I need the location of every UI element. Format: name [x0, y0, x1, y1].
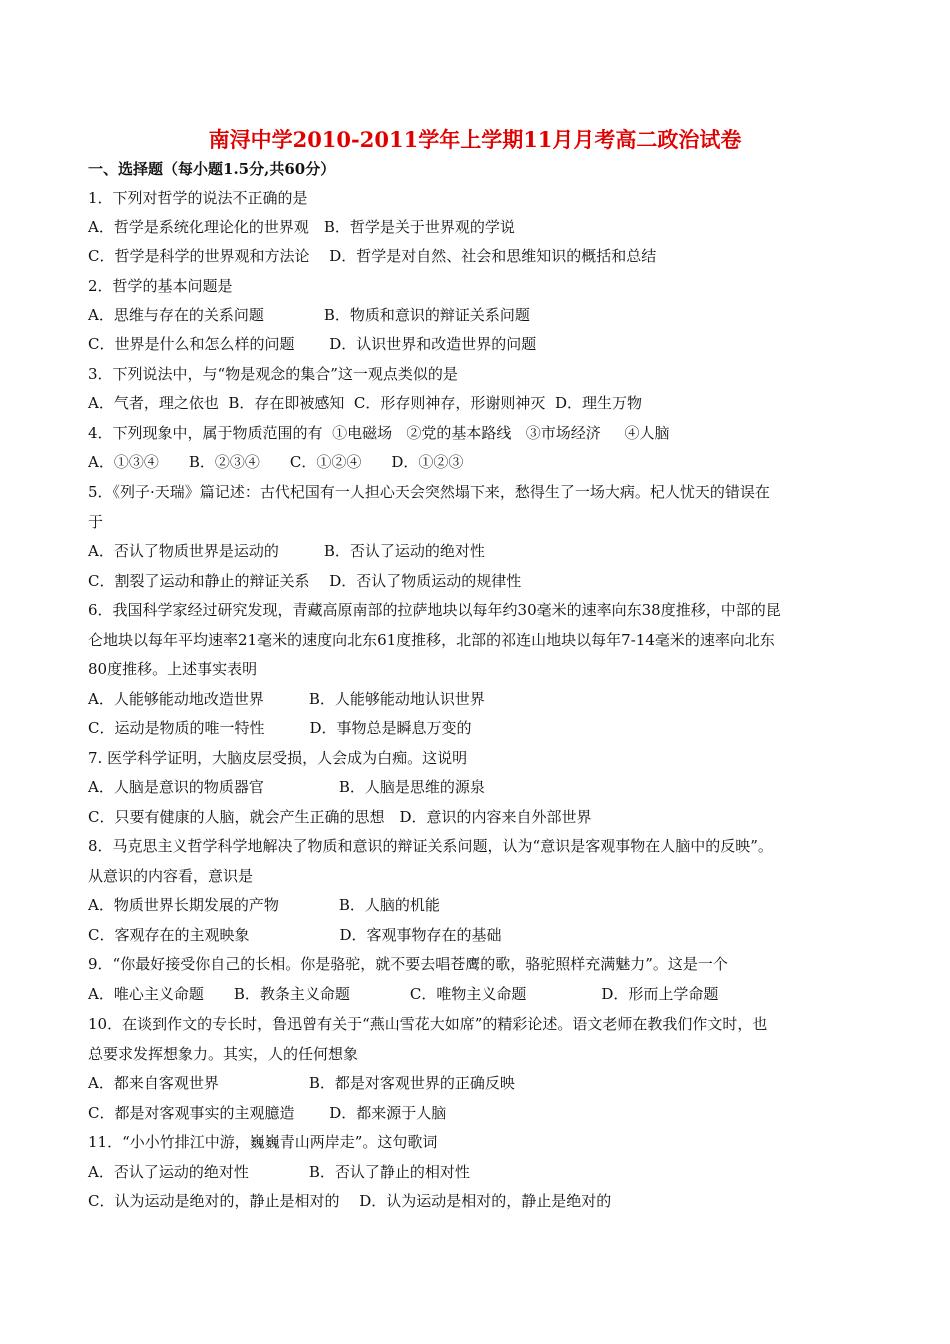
- text-line: A．气者，理之依也 B．存在即被感知 C．形存则神存，形谢则神灭 D．理生万物: [88, 394, 642, 412]
- text-line: C．客观存在的主观映象 D．客观事物存在的基础: [88, 926, 502, 944]
- text-line: A．否认了运动的绝对性 B．否认了静止的相对性: [88, 1163, 470, 1181]
- text-line: A．都来自客观世界 B．都是对客观世界的正确反映: [88, 1074, 515, 1092]
- text-line: 5．《列子·天瑞》篇记述：古代杞国有一人担心天会突然塌下来，愁得生了一场大病。杞人忧天的错误在: [88, 483, 770, 501]
- text-line: A．否认了物质世界是运动的 B．否认了运动的绝对性: [88, 542, 485, 560]
- text-line: 10．在谈到作文的专长时，鲁迅曾有关于“燕山雪花大如席”的精彩论述。语文老师在教我们作文时，也: [88, 1015, 768, 1033]
- text-line: 6．我国科学家经过研究发现，青藏高原南部的拉萨地块以每年约30毫米的速率向东38度推移，中部的昆: [88, 601, 781, 619]
- text-line: 4．下列现象中，属于物质范围的有 ①电磁场 ②党的基本路线 ③市场经济 ④人脑: [88, 424, 670, 442]
- text-line: 11．“小小竹排江中游，巍巍青山两岸走”。这句歌词: [88, 1133, 438, 1151]
- text-line: 仑地块以每年平均速率21毫米的速度向北东61度推移，北部的祁连山地块以每年7-14毫米的速率向北东: [88, 631, 775, 649]
- text-line: A．①③④ B．②③④ C．①②④ D．①②③: [88, 453, 464, 471]
- section-heading: 一、选择题（每小题1.5分,共60分）: [88, 160, 336, 178]
- text-line: 3．下列说法中，与“物是观念的集合”这一观点类似的是: [88, 365, 458, 383]
- text-line: C．世界是什么和怎么样的问题 D．认识世界和改造世界的问题: [88, 335, 537, 353]
- text-line: 7. 医学科学证明，大脑皮层受损，人会成为白痴。这说明: [88, 749, 468, 767]
- text-line: 从意识的内容看，意识是: [88, 867, 254, 885]
- text-line: C．都是对客观事实的主观臆造 D．都来源于人脑: [88, 1104, 447, 1122]
- text-line: A．思维与存在的关系问题 B．物质和意识的辩证关系问题: [88, 306, 530, 324]
- text-line: C．割裂了运动和静止的辩证关系 D．否认了物质运动的规律性: [88, 572, 522, 590]
- text-line: A．唯心主义命题 B．教条主义命题 C．唯物主义命题 D．形而上学命题: [88, 985, 719, 1003]
- text-line: 9．“你最好接受你自己的长相。你是骆驼，就不要去唱苍鹰的歌，骆驼照样充满魅力”。这是一个: [88, 955, 728, 973]
- text-line: 2．哲学的基本问题是: [88, 277, 233, 295]
- text-line: A．哲学是系统化理论化的世界观 B．哲学是关于世界观的学说: [88, 218, 515, 236]
- text-line: 总要求发挥想象力。其实，人的任何想象: [88, 1045, 359, 1063]
- text-line: C．认为运动是绝对的，静止是相对的 D．认为运动是相对的，静止是绝对的: [88, 1192, 612, 1210]
- text-line: 1．下列对哲学的说法不正确的是: [88, 189, 308, 207]
- text-line: A．人能够能动地改造世界 B．人能够能动地认识世界: [88, 690, 485, 708]
- text-line: C．哲学是科学的世界观和方法论 D．哲学是对自然、社会和思维知识的概括和总结: [88, 247, 657, 265]
- text-line: 80度推移。上述事实表明: [88, 660, 258, 678]
- text-line: A．物质世界长期发展的产物 B．人脑的机能: [88, 896, 440, 914]
- text-line: C．只要有健康的人脑，就会产生正确的思想 D．意识的内容来自外部世界: [88, 808, 592, 826]
- text-line: 于: [88, 513, 104, 531]
- exam-title: 南浔中学2010-2011学年上学期11月月考高二政治试卷: [208, 127, 742, 152]
- text-line: C．运动是物质的唯一特性 D．事物总是瞬息万变的: [88, 719, 472, 737]
- text-line: 8．马克思主义哲学科学地解决了物质和意识的辩证关系问题，认为“意识是客观事物在人脑中的反映”。: [88, 837, 773, 855]
- text-line: A．人脑是意识的物质器官 B．人脑是思维的源泉: [88, 778, 485, 796]
